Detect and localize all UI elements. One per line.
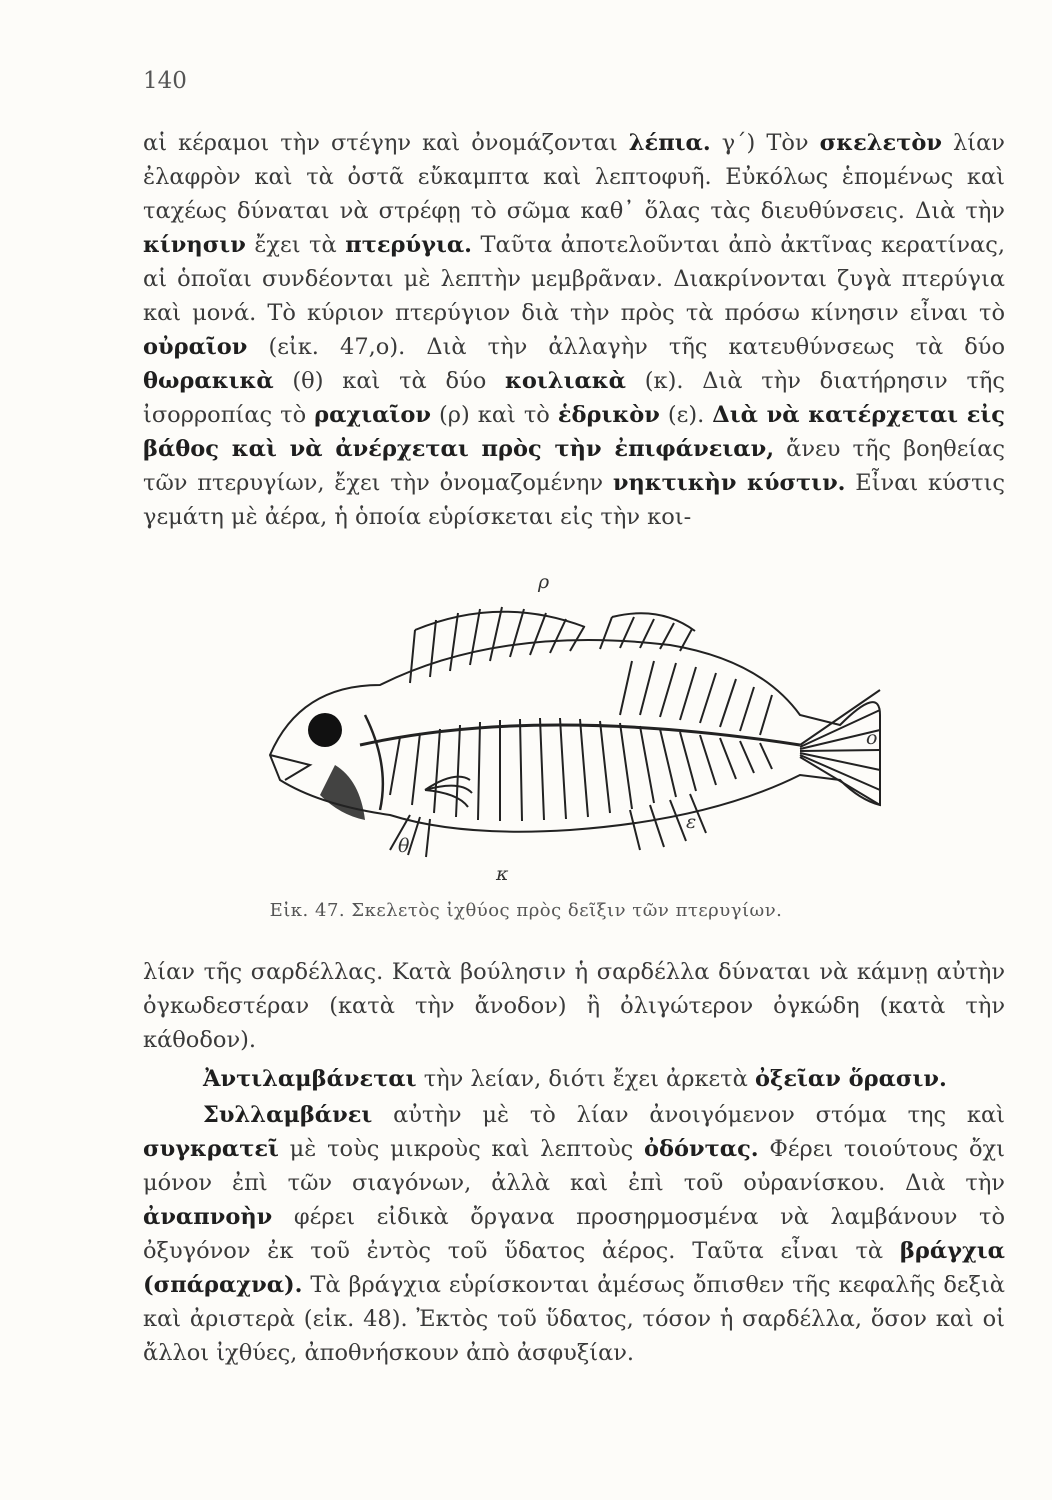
bold-term: συγκρατεῖ bbox=[143, 1136, 279, 1162]
bold-term: Ἀντιλαμβάνεται bbox=[203, 1066, 417, 1092]
text-run: (θ) καὶ τὰ δύο bbox=[273, 368, 506, 394]
label-theta: θ bbox=[398, 835, 410, 857]
label-rho: ρ bbox=[538, 571, 550, 593]
text-run: (εἰκ. 47,ο). Διὰ τὴν ἀλλαγὴν τῆς κατευθύνσεως τὰ δύο bbox=[247, 334, 1005, 360]
bold-term: κίνησιν bbox=[143, 232, 246, 258]
bold-term: ἑδρικὸν bbox=[557, 402, 660, 428]
label-epsilon: ε bbox=[686, 811, 697, 833]
fish-skeleton-figure bbox=[240, 565, 920, 890]
paragraph-vision bbox=[143, 1062, 1005, 1096]
bold-term: ὀδόντας. bbox=[644, 1136, 759, 1162]
paragraph-breathing bbox=[143, 1098, 1005, 1370]
text-run: αἱ κέραμοι τὴν στέγην καὶ ὀνομάζονται bbox=[143, 130, 629, 156]
bold-term: βράγχια (σπάραχνα). bbox=[143, 1238, 1005, 1298]
text-run: λίαν ἐλαφρὸν καὶ τὰ ὀστᾶ εὔκαμπτα καὶ λεπτοφυῆ. Εὐκόλως ἑπομένως καὶ ταχέως δύναται νὰ στρέφῃ τὸ σῶμα καθ᾽ ὅλας τὰς διευθύνσεις. Διὰ τὴν bbox=[143, 130, 1005, 224]
text-run: γ΄) Τὸν bbox=[710, 130, 820, 156]
bold-term: πτερύγια. bbox=[345, 232, 472, 258]
text-run: Ταῦτα ἀποτελοῦνται ἀπὸ ἀκτῖνας κερατίνας, αἱ ὁποῖαι συνδέονται μὲ λεπτὴν μεμβρᾶναν. Διακρίνονται ζυγὰ πτερύγια καὶ μονά. Τὸ κύριον πτερύγιον διὰ τὴν πρὸς τὰ πρόσω κίνησιν εἶναι τὸ bbox=[143, 232, 1005, 326]
bold-term: Συλλαμβάνει bbox=[203, 1102, 373, 1128]
bold-term: κοιλιακὰ bbox=[505, 368, 626, 394]
figure-caption: Εἰκ. 47. Σκελετὸς ἰχθύος πρὸς δεῖξιν τῶν πτερυγίων. bbox=[269, 900, 783, 921]
text-run: ἔχει τὰ bbox=[245, 232, 346, 258]
text-run: τὴν λείαν, διότι ἔχει ἀρκετὰ bbox=[416, 1066, 755, 1092]
text-run: Φέρει τοιούτους ὄχι μόνον ἐπὶ τῶν σιαγόνων, ἀλλὰ καὶ ἐπὶ τοῦ οὐρανίσκου. Διὰ τὴν bbox=[143, 1136, 1005, 1196]
text-run: αὐτὴν μὲ τὸ λίαν ἀνοιγόμενον στόμα της καὶ bbox=[372, 1102, 1005, 1128]
bold-term: οὐραῖον bbox=[143, 334, 248, 360]
paragraph-fins bbox=[143, 126, 1005, 534]
bold-term: ραχιαῖον bbox=[314, 402, 431, 428]
bold-term: νηκτικὴν κύστιν. bbox=[612, 470, 846, 496]
text-run: (κ). Διὰ τὴν διατήρησιν τῆς ἰσορροπίας τὸ bbox=[143, 368, 1005, 428]
fish-eye-icon bbox=[308, 713, 342, 747]
text-run: Εἶναι κύστις γεμάτη μὲ ἀέρα, ἡ ὁποία εὑρίσκεται εἰς τὴν κοι- bbox=[143, 470, 1005, 530]
bold-term: Διὰ νὰ κατέρχεται εἰς βάθος καὶ νὰ ἀνέρχεται πρὸς τὴν ἐπιφάνειαν, bbox=[143, 402, 1005, 462]
text-run: φέρει εἰδικὰ ὄργανα προσηρμοσμένα νὰ λαμβάνουν τὸ ὀξυγόνον ἐκ τοῦ ἐντὸς τοῦ ὕδατος ἀέρος. Ταῦτα εἶναι τὰ bbox=[143, 1204, 1005, 1264]
fish-skeleton-illustration bbox=[240, 565, 920, 890]
text-run: (ε). bbox=[659, 402, 713, 428]
bold-term: ἀναπνοὴν bbox=[143, 1204, 273, 1230]
text-run: μὲ τοὺς μικροὺς καὶ λεπτοὺς bbox=[278, 1136, 644, 1162]
text-run: (ρ) καὶ τὸ bbox=[430, 402, 558, 428]
bold-term: θωρακικὰ bbox=[143, 368, 274, 394]
page-number: 140 bbox=[143, 68, 187, 94]
bold-term: ὀξεῖαν ὅρασιν. bbox=[754, 1066, 947, 1092]
label-kappa: κ bbox=[496, 863, 509, 885]
text-run: Τὰ βράγχια εὑρίσκονται ἀμέσως ὄπισθεν τῆς κεφαλῆς δεξιὰ καὶ ἀριστερὰ (εἰκ. 48). Ἐκτὸς τοῦ ὕδατος, τόσον ἡ σαρδέλλα, ὅσον καὶ οἱ ἄλλοι ἰχθύες, ἀποθνήσκουν ἀπὸ ἀσφυξίαν. bbox=[143, 1272, 1005, 1366]
bold-term: λέπια. bbox=[628, 130, 711, 156]
paragraph-swim-bladder bbox=[143, 955, 1005, 1057]
bold-term: σκελετὸν bbox=[819, 130, 942, 156]
text-run: ἄνευ τῆς βοηθείας τῶν πτερυγίων, ἔχει τὴν ὀνομαζομένην bbox=[143, 436, 1005, 496]
text-run: λίαν τῆς σαρδέλλας. Κατὰ βούλησιν ἡ σαρδέλλα δύναται νὰ κάμνῃ αὐτὴν ὀγκωδεστέραν (κατὰ τὴν ἄνοδον) ἢ ὀλιγώτερον ὀγκώδη (κατὰ τὴν κάθοδον). bbox=[143, 959, 1005, 1053]
label-omicron: ο bbox=[866, 727, 878, 749]
